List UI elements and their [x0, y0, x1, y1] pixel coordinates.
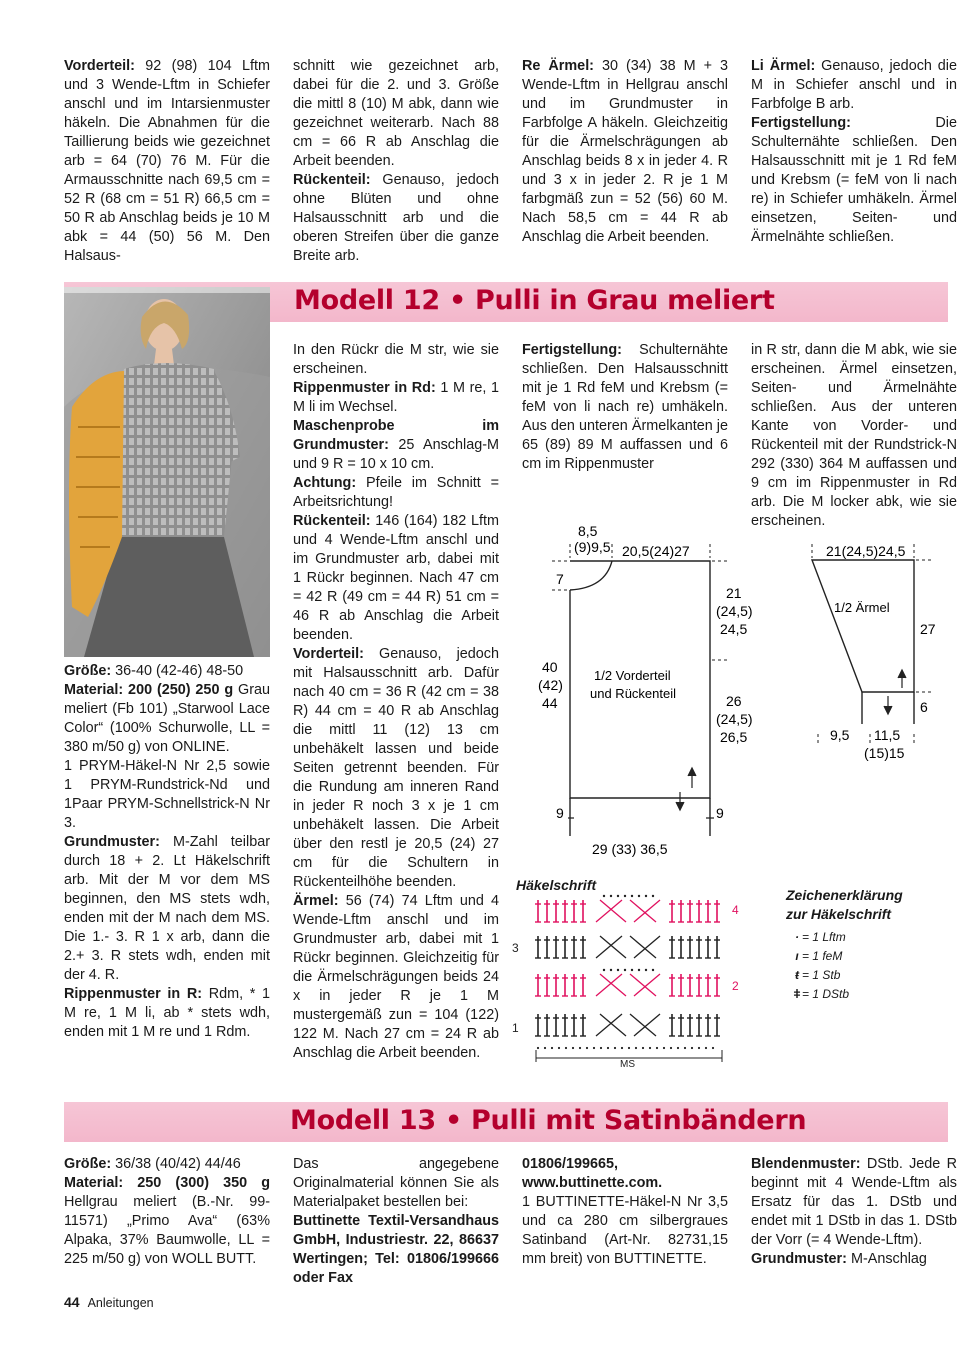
paragraph-heading: Rippenmuster in Rd:: [293, 380, 436, 396]
paragraph-heading: Fertigstellung:: [522, 342, 622, 358]
chain-dot: [610, 895, 612, 897]
dim-label: 29 (33) 36,5: [592, 841, 668, 857]
legend-item: ı = 1 feM: [792, 947, 903, 966]
paragraph-text: In den Rückr die M str, wie sie erscheinen.: [293, 342, 499, 377]
paragraph: [64, 57, 270, 266]
stitch-symbol: [705, 1014, 711, 1036]
chain-dot: [631, 969, 633, 971]
dim-label: 6: [920, 699, 928, 715]
stitch-symbol: [571, 900, 577, 922]
chain-dot: [635, 1047, 637, 1049]
chain-dot: [698, 1047, 700, 1049]
stitch-symbol: [596, 974, 622, 996]
paragraph-text: 1 PRYM-Häkel-N Nr 2,5 sowie 1 PRYM-Rundstrick-Nd und 1Paar PRYM-Schnellstrick-N Nr 3.: [64, 758, 270, 831]
legend-item: ŧ = 1 Stb: [792, 966, 903, 985]
text-column: [293, 57, 499, 266]
dim-label: 26: [726, 693, 742, 709]
legend-item: ǂ = 1 DStb: [792, 985, 903, 1004]
dim-label: 20,5(24)27: [622, 543, 690, 559]
paragraph-heading: Fertigstellung:: [751, 115, 851, 131]
paragraph: [522, 57, 728, 247]
stitch-symbol: [634, 900, 660, 922]
paragraph-text: Grau meliert (Fb 101) „Starwool Lace Color“ (100% Schurwolle, LL = 380 m/50 g) von ONLINE.: [64, 682, 271, 755]
paragraph: [522, 1155, 728, 1193]
paragraph-text: 36-40 (42-46) 48-50: [111, 663, 244, 679]
stitch-symbol: [535, 1014, 541, 1036]
paragraph: [64, 662, 270, 681]
double-crochet-icon: ŧ: [795, 968, 799, 982]
paragraph: [293, 474, 499, 512]
chain-dot: [645, 895, 647, 897]
model-photo: [64, 287, 270, 657]
paragraph: [293, 645, 499, 892]
paragraph: [64, 681, 270, 757]
single-crochet-icon: ı: [795, 949, 799, 963]
stitch-symbol: [669, 1014, 675, 1036]
stitch-symbol: [600, 936, 626, 958]
repeat-label: MS: [620, 1059, 635, 1070]
chain-dot: [610, 969, 612, 971]
chain-dot: [663, 1047, 665, 1049]
chain-dot: [621, 1047, 623, 1049]
chain-stitch-icon: ·: [795, 930, 799, 944]
paragraph-text: M-Zahl teilbar durch 18 + 2. Lt Häkelschrift arb. Mit der M vor dem MS beginnen, den MS stets wdh, enden mit der M nach dem MS. Die 1.- 3. R 1 x arb, dann die 2.+ 3. R stets wdh, enden mit der 4. R.: [64, 834, 270, 983]
chain-dot: [600, 1047, 602, 1049]
stitch-symbol: [634, 974, 660, 996]
paragraph-text: Genauso, jedoch die M in Schiefer anschl und in Farbfolge B arb.: [751, 58, 957, 112]
chain-dot: [656, 1047, 658, 1049]
legend-title: Zeichenerklärung: [786, 887, 903, 903]
page-number: 44: [64, 1294, 80, 1310]
paragraph: [293, 379, 499, 417]
stitch-symbol: [687, 900, 693, 922]
stitch-symbol: [678, 974, 684, 996]
paragraph: [64, 833, 270, 985]
text-column: [751, 341, 957, 531]
paragraph-heading: Grundmuster:: [64, 834, 160, 850]
paragraph-text: Die Schulternähte schließen. Den Halsausschnitt mit je 1 Rd feM und Krebsm (= feM von li nach re) in Schiefer umhäkeln. Ärmel einsetzen, Seiten- und Ärmelnähte schließen.: [751, 115, 957, 245]
chain-dot: [631, 895, 633, 897]
paragraph-text: 1 M re, 1 M li im Wechsel.: [293, 380, 499, 415]
paragraph-heading: Grundmuster:: [751, 1251, 847, 1267]
paragraph: [293, 892, 499, 1063]
paragraph: [64, 1174, 270, 1269]
paragraph: [751, 1155, 957, 1250]
dim-label: 8,5: [578, 523, 598, 539]
stitch-symbol: [687, 1014, 693, 1036]
row-number: 4: [732, 903, 739, 917]
dim-label: 21: [726, 585, 742, 601]
dim-label: 44: [542, 695, 558, 711]
stitch-symbol: [678, 900, 684, 922]
paragraph: [293, 1212, 499, 1288]
dim-label: 11,5: [874, 727, 901, 743]
paragraph-text: Genauso, jedoch mit Halsausschnitt arb. Dafür nach 40 cm = 36 R (42 cm = 38 R) 44 cm = 40 R ab Anschlag die mittl 11 (12) 13 cm unbehäkelt lassen und beide Seiten getrennt beenden. Für die Rundung am inneren Rand in jeder R noch 3 x je 1 cm unbehäkelt lassen. Die Arbeit über den restl je 20,5 (24) 27 cm für die Schultern in Rückenteilhöhe beenden.: [293, 646, 499, 890]
stitch-symbol: [714, 974, 720, 996]
paragraph-text: Das angegebene Originalmaterial können Sie als Materialpaket bestellen bei:: [293, 1156, 499, 1210]
stitch-symbol: [553, 900, 559, 922]
chain-dot: [537, 1047, 539, 1049]
stitch-symbol: [562, 900, 568, 922]
chain-dot: [684, 1047, 686, 1049]
paragraph: [522, 341, 728, 474]
paragraph-heading: Ärmel:: [293, 893, 339, 909]
stitch-symbol: [553, 974, 559, 996]
stitch-symbol: [669, 936, 675, 958]
paragraph-heading: Material: 200 (250) 250 g: [64, 682, 234, 698]
stitch-symbol: [678, 936, 684, 958]
stitch-symbol: [678, 1014, 684, 1036]
stitch-symbol: [596, 936, 622, 958]
stitch-symbol: [553, 936, 559, 958]
row-number: 1: [512, 1021, 519, 1035]
chart-title: Häkelschrift: [516, 877, 597, 893]
text-column: [522, 57, 728, 247]
paragraph-heading: Material: 250 (300) 350 g: [64, 1175, 270, 1191]
paragraph-text: in R str, dann die M abk, wie sie erscheinen. Ärmel einsetzen, Seiten- und Ärmelnähte schließen. Aus der unteren Kante von Vorder- und Rückenteil mit der Rundstrick-N 292 (330) 364 M auffassen und 9 cm im Rippenmuster in Rd arb. Die M locker abk, wie sie erscheinen.: [751, 342, 957, 529]
chain-dot: [642, 1047, 644, 1049]
dim-label: (9)9,5: [574, 539, 611, 555]
stitch-symbol: [714, 900, 720, 922]
stitch-symbol: [580, 1014, 586, 1036]
paragraph-heading: Maschenprobe im Grundmuster:: [293, 418, 499, 453]
chain-dot: [624, 895, 626, 897]
paragraph: [293, 171, 499, 266]
paragraph-text: 25 Anschlag-M und 9 R = 10 x 10 cm.: [293, 437, 499, 472]
stitch-symbol: [669, 900, 675, 922]
piece-label: 1/2 Vorderteil: [594, 668, 671, 683]
paragraph-heading: Li Ärmel:: [751, 58, 816, 74]
paragraph: [64, 757, 270, 833]
stitch-symbol: [696, 900, 702, 922]
stitch-symbol: [630, 974, 656, 996]
paragraph-text: Hellgrau meliert (B.-Nr. 99-11571) „Primo Ava“ (63% Alpaka, 37% Baumwolle, LL = 225 m/50 g) von WOLL BUTT.: [64, 1194, 270, 1267]
piece-label: 1/2 Ärmel: [834, 600, 890, 615]
stitch-symbol: [630, 900, 656, 922]
stitch-symbol: [544, 936, 550, 958]
paragraph-heading: Vorderteil:: [293, 646, 364, 662]
chain-dot: [712, 1047, 714, 1049]
stitch-symbol: [696, 936, 702, 958]
piece-label: und Rückenteil: [590, 686, 676, 701]
stitch-symbol: [600, 974, 626, 996]
paragraph-text: 30 (34) 38 M + 3 Wende-Lftm in Hellgrau anschl und im Grundmuster in Farbfolge A häkeln. Gleichzeitig für die Ärmelschrägungen ab Anschlag beids 8 x in jeder 4. R und 3 x in jeder 2. R je 1 M farbgmäß zun = 52 (56) 60 M. Nach 58,5 cm = 44 R ab Anschlag die Arbeit beenden.: [522, 58, 728, 245]
dim-label: 7: [556, 571, 564, 587]
stitch-symbol: [634, 1014, 660, 1036]
chain-dot: [617, 969, 619, 971]
text-column: [522, 1155, 728, 1269]
row-number: 2: [732, 979, 739, 993]
chain-dot: [670, 1047, 672, 1049]
paragraph-text: Pfeile im Schnitt = Arbeitsrichtung!: [293, 475, 499, 510]
dim-label: (24,5): [716, 603, 753, 619]
stitch-symbol: [705, 936, 711, 958]
paragraph-text: 92 (98) 104 Lftm und 3 Wende-Lftm in Schiefer anschl und im Intarsienmuster häkeln. Die Abnahmen für die Taillierung beids wie gezeichnet arb = 64 (70) 76 M. Für die Armausschnitte nach 69,5 cm = 52 R (68 cm = 51 R) 66,5 cm = 50 R ab Anschlag beids je 10 M abk = 44 (50) 56 M. Den Halsaus-: [64, 58, 270, 264]
dim-label: 9: [556, 805, 564, 821]
chain-dot: [691, 1047, 693, 1049]
section-title: Modell 12 • Pulli in Grau meliert: [294, 285, 775, 316]
paragraph: [293, 512, 499, 645]
treble-crochet-icon: ǂ: [793, 987, 801, 1001]
paragraph: [293, 1155, 499, 1212]
paragraph-text: Genauso, jedoch ohne Blüten und ohne Halsausschnitt arb und die oberen Streifen über die ganze Breite arb.: [293, 172, 499, 264]
chain-dot: [638, 895, 640, 897]
text-column: [293, 1155, 499, 1288]
chain-dot: [652, 969, 654, 971]
paragraph-text: 36/38 (40/42) 44/46: [111, 1156, 241, 1172]
paragraph: [522, 1193, 728, 1269]
paragraph-text: schnitt wie gezeichnet arb, dabei für die 2. und 3. Größe die mittl 8 (10) M abk, dann wie gezeichnet weiterarb. Nach 88 cm = 66 R ab Anschlag die Arbeit beenden.: [293, 58, 499, 169]
chain-dot: [652, 895, 654, 897]
text-column: [751, 57, 957, 247]
chain-dot: [603, 969, 605, 971]
text-column: [751, 1155, 957, 1269]
paragraph-text: M-Anschlag: [846, 1251, 927, 1267]
paragraph-heading: Achtung:: [293, 475, 357, 491]
paragraph: [293, 417, 499, 474]
paragraph-heading: Vorderteil:: [64, 58, 135, 74]
stitch-symbol: [596, 900, 622, 922]
stitch-symbol: [535, 900, 541, 922]
page-footer: [64, 1294, 154, 1310]
stitch-symbol: [687, 974, 693, 996]
paragraph: [751, 57, 957, 114]
legend-title: zur Häkelschrift: [786, 906, 892, 922]
paragraph-heading: Größe:: [64, 663, 112, 679]
stitch-symbol: [580, 974, 586, 996]
chain-dot: [603, 895, 605, 897]
paragraph: [751, 341, 957, 531]
chain-dot: [628, 1047, 630, 1049]
chain-dot: [544, 1047, 546, 1049]
chain-dot: [645, 969, 647, 971]
chain-dot: [705, 1047, 707, 1049]
dim-label: 27: [920, 621, 936, 637]
text-column: [64, 57, 270, 266]
stitch-symbol: [705, 900, 711, 922]
stitch-symbol: [544, 1014, 550, 1036]
paragraph: [64, 1155, 270, 1174]
legend: [786, 886, 903, 1004]
paragraph-text: Schulternähte schließen. Den Halsausschnitt mit je 1 Rd feM und Krebsm (= feM von li nach re) umhäkeln. Aus den unteren Ärmelkanten je 65 (89) 89 M auffassen und 6 cm im Rippenmuster: [522, 342, 728, 472]
stitch-symbol: [714, 1014, 720, 1036]
chain-dot: [649, 1047, 651, 1049]
chain-dot: [558, 1047, 560, 1049]
chain-dot: [677, 1047, 679, 1049]
paragraph-heading: Rückenteil:: [293, 513, 371, 529]
paragraph-heading: Rippenmuster in R:: [64, 986, 203, 1002]
dim-label: (15)15: [864, 745, 905, 761]
dim-label: 9: [716, 805, 724, 821]
paragraph-heading: Re Ärmel:: [522, 58, 594, 74]
paragraph: [293, 341, 499, 379]
chain-dot: [624, 969, 626, 971]
paragraph-heading: Blendenmuster:: [751, 1156, 861, 1172]
stitch-symbol: [696, 974, 702, 996]
chain-dot: [617, 895, 619, 897]
stitch-symbol: [571, 1014, 577, 1036]
stitch-symbol: [630, 936, 656, 958]
dim-label: (24,5): [716, 711, 753, 727]
stitch-symbol: [687, 936, 693, 958]
chain-dot: [638, 969, 640, 971]
paragraph-heading: Buttinette Textil-Versandhaus GmbH, Industriestr. 22, 86637 Wertingen; Tel: 01806/199666 oder Fax: [293, 1213, 499, 1286]
paragraph-text: Rdm, * 1 M re, 1 M li, ab * stets wdh, enden mit 1 M re und 1 Rdm.: [64, 986, 270, 1040]
stitch-symbol: [571, 936, 577, 958]
stitch-symbol: [562, 1014, 568, 1036]
stitch-symbol: [535, 974, 541, 996]
text-column: [522, 341, 728, 474]
paragraph-heading: Rückenteil:: [293, 172, 371, 188]
paragraph-heading: Größe:: [64, 1156, 112, 1172]
chain-dot: [607, 1047, 609, 1049]
dim-label: 24,5: [720, 621, 748, 637]
paragraph: [293, 57, 499, 171]
sleeve-schematic: [792, 536, 942, 766]
stitch-symbol: [714, 936, 720, 958]
stitch-symbol: [544, 900, 550, 922]
dim-label: 9,5: [830, 727, 850, 743]
paragraph-heading: 01806/199665, www.buttinette.com.: [522, 1156, 663, 1191]
stitch-symbol: [571, 974, 577, 996]
stitch-symbol: [580, 936, 586, 958]
chain-dot: [614, 1047, 616, 1049]
chain-dot: [565, 1047, 567, 1049]
paragraph: [64, 985, 270, 1042]
stitch-symbol: [696, 1014, 702, 1036]
stitch-symbol: [669, 974, 675, 996]
body-schematic: [530, 518, 753, 863]
chain-dot: [586, 1047, 588, 1049]
legend-item: · = 1 Lftm: [792, 928, 903, 947]
section-name: Anleitungen: [87, 1296, 154, 1310]
dim-label: 21(24,5)24,5: [826, 543, 906, 559]
chain-dot: [593, 1047, 595, 1049]
stitch-symbol: [600, 1014, 626, 1036]
stitch-symbol: [634, 936, 660, 958]
stitch-symbol: [562, 974, 568, 996]
stitch-symbol: [535, 936, 541, 958]
paragraph-text: 56 (74) 74 Lftm und 4 Wende-Lftm anschl und im Grundmuster arb, dabei mit 1 Rückr beginnen. Gleichzeitig für die Ärmelschrägungen beids 24 x in jeder R je 1 M mustergemäß zun = 104 (122) 122 M. Nach 27 cm = 24 R ab Anschlag die Arbeit beenden.: [293, 893, 499, 1061]
chain-dot: [579, 1047, 581, 1049]
chain-dot: [572, 1047, 574, 1049]
section-title: Modell 13 • Pulli mit Satinbändern: [290, 1105, 807, 1136]
stitch-symbol: [596, 1014, 622, 1036]
crochet-chart: [508, 892, 748, 1072]
dim-label: 26,5: [720, 729, 748, 745]
stitch-symbol: [562, 936, 568, 958]
paragraph: [751, 114, 957, 247]
paragraph: [751, 1250, 957, 1269]
paragraph-text: 1 BUTTINETTE-Häkel-N Nr 3,5 und ca 280 cm silbergraues Satinband (Art-Nr. 82731,15 mm breit) von BUTTINETTE.: [522, 1194, 728, 1267]
text-column: [64, 662, 270, 1042]
stitch-symbol: [544, 974, 550, 996]
row-number: 3: [512, 941, 519, 955]
stitch-symbol: [705, 974, 711, 996]
dim-label: 40: [542, 659, 558, 675]
stitch-symbol: [553, 1014, 559, 1036]
stitch-symbol: [600, 900, 626, 922]
text-column: [64, 1155, 270, 1269]
text-column: [293, 341, 499, 1063]
paragraph-text: DStb. Jede R beginnt mit 4 Wende-Lftm als Ersatz für das 1. DStb und endet mit 1 DStb in das 1. DStb der Vorr (= 4 Wende-Lftm).: [751, 1156, 957, 1248]
stitch-symbol: [580, 900, 586, 922]
chain-dot: [551, 1047, 553, 1049]
dim-label: (42): [538, 677, 563, 693]
paragraph-text: 146 (164) 182 Lftm und 4 Wende-Lftm anschl und im Grundmuster arb, dabei mit 1 Rückr beginnen. Nach 47 cm = 42 R (49 cm = 44 R) 51 cm = 46 R ab Anschlag die Arbeit beenden.: [293, 513, 499, 643]
stitch-symbol: [630, 1014, 656, 1036]
